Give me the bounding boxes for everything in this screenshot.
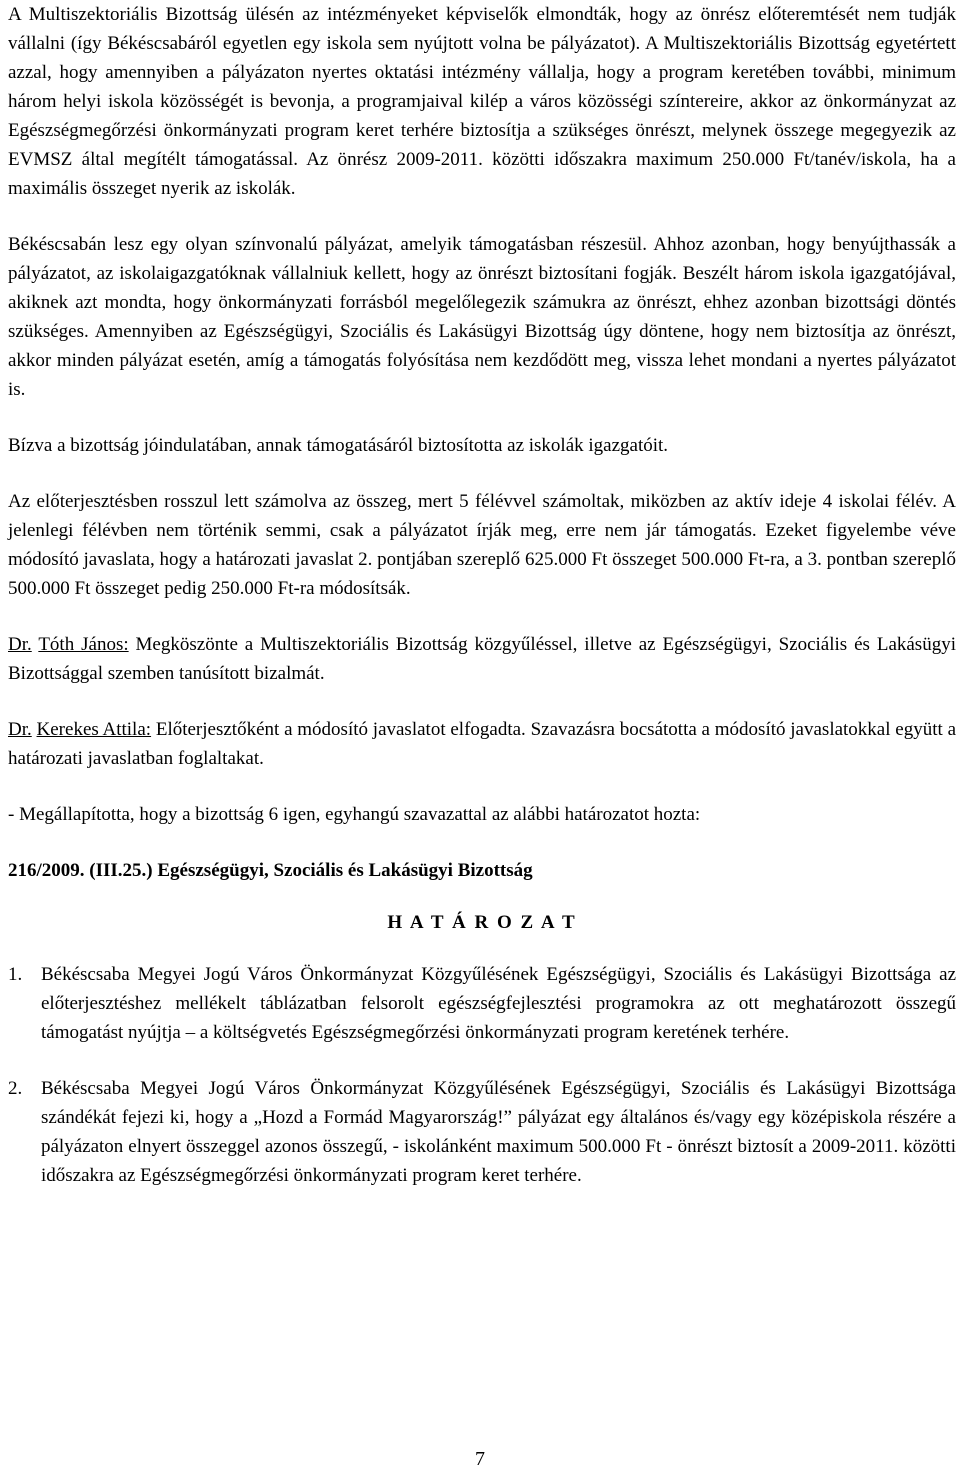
item-number: 2. [8, 1078, 23, 1099]
resolution-title: 216/2009. (III.25.) Egészségügyi, Szociális és Lakásügyi Bizottság [8, 860, 533, 881]
speaker-prefix: Dr. [8, 634, 32, 655]
resolution-item-1 [8, 960, 956, 1047]
document-page [8, 0, 956, 1190]
speaker-text: Megköszönte a Multiszektoriális Bizottság közgyűléssel, illetve az Egészségügyi, Szociális és Lakásügyi Bizottsággal szemben tanúsított bizalmát. [8, 634, 956, 684]
resolution-heading: H A T Á R O Z A T [387, 912, 577, 933]
speaker-name: Tóth János: [38, 634, 129, 655]
paragraph-toth-janos [8, 630, 956, 688]
paragraph-modosito-javaslat: Az előterjesztésben rosszul lett számolva az összeg, mert 5 félévvel számoltak, miközben az aktív ideje 4 iskolai félév. A jelenlegi félévben nem történik semmi, csak a pályázatot írják meg, erre nem jár támogatás. Ezeket figyelembe véve módosító javaslata, hogy a határozati javaslat 2. pontjában szereplő 625.000 Ft összeget 500.000 Ft-ra, a 3. pontban szereplő 500.000 Ft összeget pedig 250.000 Ft-ra módosítsák. [8, 491, 956, 599]
paragraph-bekescsaba-palyazat: Békéscsabán lesz egy olyan színvonalú pályázat, amelyik támogatásban részesül. Ahhoz azonban, hogy benyújthassák a pályázatot, az iskolaigazgatóknak vállalniuk kellett, hogy az önrészt biztosítani fogják. Beszélt három iskola igazgatójával, akiknek azt mondta, hogy önkormányzati forrásból megelőlegezik számukra az önrészt, ehhez azonban bizottsági döntés szükséges. Amennyiben az Egészségügyi, Szociális és Lakásügyi Bizottság úgy döntene, hogy nem biztosítja az önrészt, akkor minden pályázat esetén, amíg a támogatás folyósítása nem kezdődött meg, vissza lehet mondani a nyertes pályázatot is. [8, 234, 956, 400]
speaker-text: Előterjesztőként a módosító javaslatot elfogadta. Szavazásra bocsátotta a módosító javaslatokkal együtt a határozati javaslatban foglaltakat. [8, 719, 957, 769]
paragraph-megallapitotta: - Megállapította, hogy a bizottság 6 igen, egyhangú szavazattal az alábbi határozatot hozta: [8, 804, 701, 825]
item-text: Békéscsaba Megyei Jogú Város Önkormányzat Közgyűlésének Egészségügyi, Szociális és Lakásügyi Bizottsága az előterjesztéshez mellékelt táblázatban felsorolt egészségfejlesztési programokra az ott meghatározott összegű támogatást nyújtja – a költségvetés Egészségmegőrzési önkormányzati program keretének terhére. [41, 964, 956, 1043]
speaker-prefix: Dr. [8, 719, 32, 740]
paragraph-kerekes-attila [8, 715, 956, 773]
resolution-item-2 [8, 1074, 956, 1190]
speaker-name: Kerekes Attila: [36, 719, 152, 740]
paragraph-multiszektorialis: A Multiszektoriális Bizottság ülésén az intézményeket képviselők elmondták, hogy az önrész előteremtését nem tudják vállalni (így Békéscsabáról egyetlen egy iskola sem nyújtott volna be pályázatot). A Multiszektoriális Bizottság egyetértett azzal, hogy amennyiben a pályázaton nyertes oktatási intézmény vállalja, hogy a program keretében további, minimum három helyi iskola közösségét is bevonja, a programjaival kilép a város közösségi színtereire, akkor az önkormányzat az Egészségmegőrzési önkormányzati program keret terhére biztosítja a szükséges önrészt, melynek összege megegyezik az EVMSZ által megítélt támogatással. Az önrész 2009-2011. közötti időszakra maximum 250.000 Ft/tanév/iskola, ha a maximális összeget nyerik az iskolák. [8, 4, 956, 199]
item-text: Békéscsaba Megyei Jogú Város Önkormányzat Közgyűlésének Egészségügyi, Szociális és Lakásügyi Bizottsága szándékát fejezi ki, hogy a „Hozd a Formád Magyarország!” pályázat egy általános és/vagy egy középiskola részére a pályázaton elnyert összeggel azonos összegű, - iskolánként maximum 500.000 Ft - önrészt biztosít a 2009-2011. közötti időszakra az Egészségmegőrzési önkormányzati program keret terhére. [41, 1078, 956, 1186]
paragraph-bizva: Bízva a bizottság jóindulatában, annak támogatásáról biztosította az iskolák igazgatóit. [8, 435, 669, 456]
item-number: 1. [8, 964, 23, 985]
page-number: 7 [475, 1448, 485, 1470]
